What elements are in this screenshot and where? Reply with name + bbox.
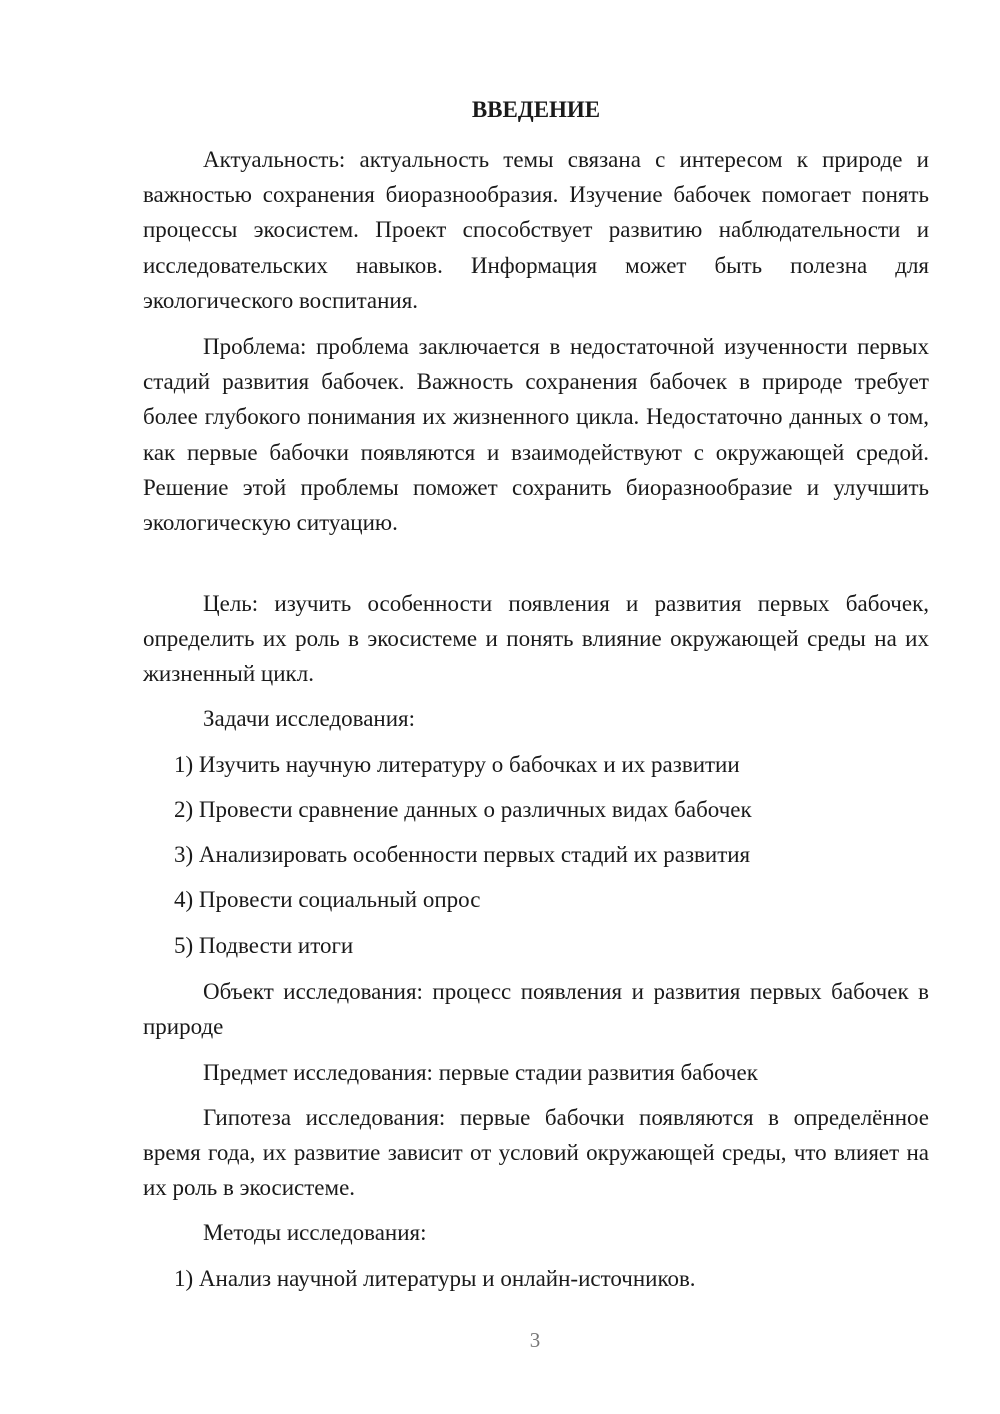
section-title: ВВЕДЕНИЕ <box>471 97 601 122</box>
task-item: 2) Провести сравнение данных о различных видах бабочек <box>174 797 752 822</box>
object-paragraph: Объект исследования: процесс появления и развития первых бабочек в природе <box>143 979 929 1040</box>
methods-heading: Методы исследования: <box>203 1220 427 1245</box>
page-number: 3 <box>529 1328 541 1352</box>
problem-paragraph: Проблема: проблема заключается в недостаточной изученности первых стадий развития бабочек. Важность сохранения бабочек в природе требует более глубокого понимания их жизненного цикла. Недостаточно данных о том, как первые бабочки появляются и взаимодействуют с окружающей средой. Решение этой проблемы поможет сохранить биоразнообразие и улучшить экологическую ситуацию. <box>143 334 929 536</box>
subject-line: Предмет исследования: первые стадии развития бабочек <box>203 1060 758 1085</box>
method-item: 1) Анализ научной литературы и онлайн-источников. <box>174 1266 696 1291</box>
goal-paragraph: Цель: изучить особенности появления и развития первых бабочек, определить их роль в экосистеме и понять влияние окружающей среды на их жизненный цикл. <box>143 591 929 687</box>
task-item: 3) Анализировать особенности первых стадий их развития <box>174 842 751 867</box>
task-item: 4) Провести социальный опрос <box>174 887 481 912</box>
hypothesis-paragraph: Гипотеза исследования: первые бабочки появляются в определённое время года, их развитие зависит от условий окружающей среды, что влияет на их роль в экосистеме. <box>143 1105 929 1201</box>
tasks-heading: Задачи исследования: <box>203 706 416 731</box>
task-item: 5) Подвести итоги <box>174 933 354 958</box>
task-item: 1) Изучить научную литературу о бабочках и их развитии <box>174 752 740 777</box>
relevance-paragraph: Актуальность: актуальность темы связана с интересом к природе и важностью сохранения биоразнообразия. Изучение бабочек помогает понять процессы экосистем. Проект способствует развитию наблюдательности и исследовательских навыков. Информация может быть полезна для экологического воспитания. <box>143 147 929 313</box>
